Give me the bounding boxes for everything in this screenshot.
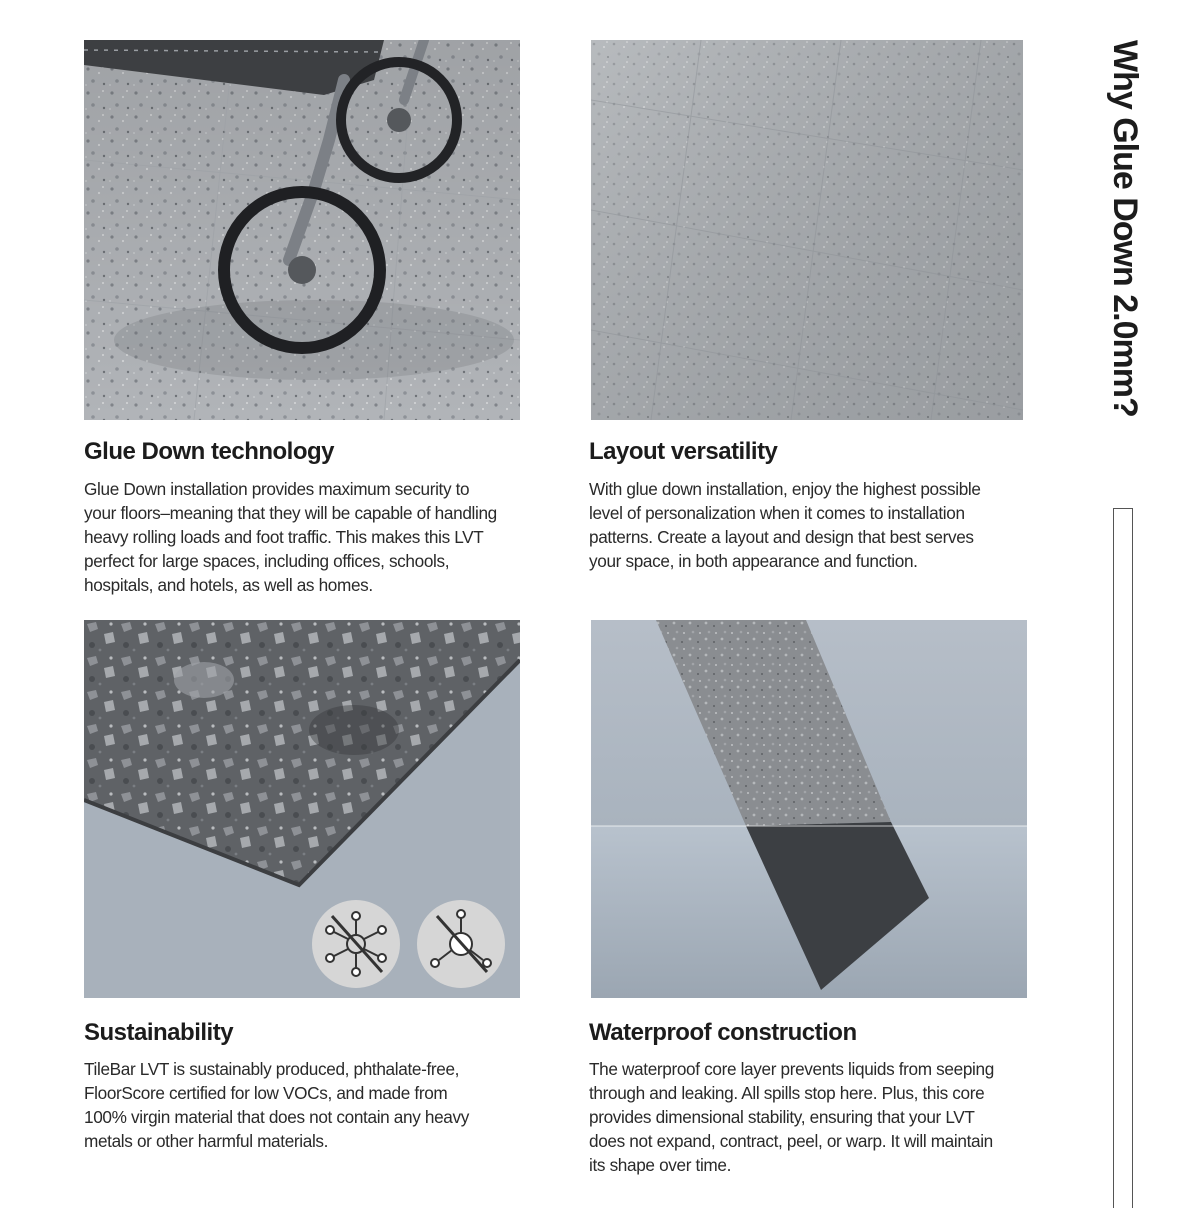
section-heading-layout: Layout versatility [589, 438, 778, 465]
section-heading-waterproof: Waterproof construction [589, 1019, 857, 1046]
terrazzo-slab-image [84, 620, 520, 998]
side-decorative-bar [1113, 508, 1133, 1208]
section-body-sustainability: TileBar LVT is sustainably produced, phthalate-free, FloorScore certified for low VOCs, and made from 100% virgin material that does not contain any heavy metals or other harmful materials. [84, 1059, 469, 1151]
section-heading-sustainability: Sustainability [84, 1019, 234, 1046]
waterproof-plank-image [591, 620, 1027, 998]
no-heavy-metals-icon [417, 900, 505, 988]
side-title: Why Glue Down 2.0mm? [1106, 40, 1144, 417]
section-body-layout: With glue down installation, enjoy the highest possible level of personalization when it comes to installation patterns. Create a layout and design that best serves your space, in both appearance and function. [589, 479, 981, 571]
section-body-glue-down: Glue Down installation provides maximum security to your floors–meaning that they will be capable of handling heavy rolling loads and foot traffic. This makes this LVT perfect for large spaces, including offices, schools, hospitals, and hotels, as well as homes. [84, 479, 497, 595]
cart-on-floor-image [84, 40, 520, 420]
no-phthalate-icon [312, 900, 400, 988]
section-heading-glue-down: Glue Down technology [84, 438, 335, 465]
terrazzo-tile-floor-image [591, 40, 1023, 420]
section-body-waterproof: The waterproof core layer prevents liquids from seeping through and leaking. All spills stop here. Plus, this core provides dimensional stability, ensuring that your LVT does not expand, contract, peel, or warp. It will maintain its shape over time. [589, 1059, 994, 1175]
